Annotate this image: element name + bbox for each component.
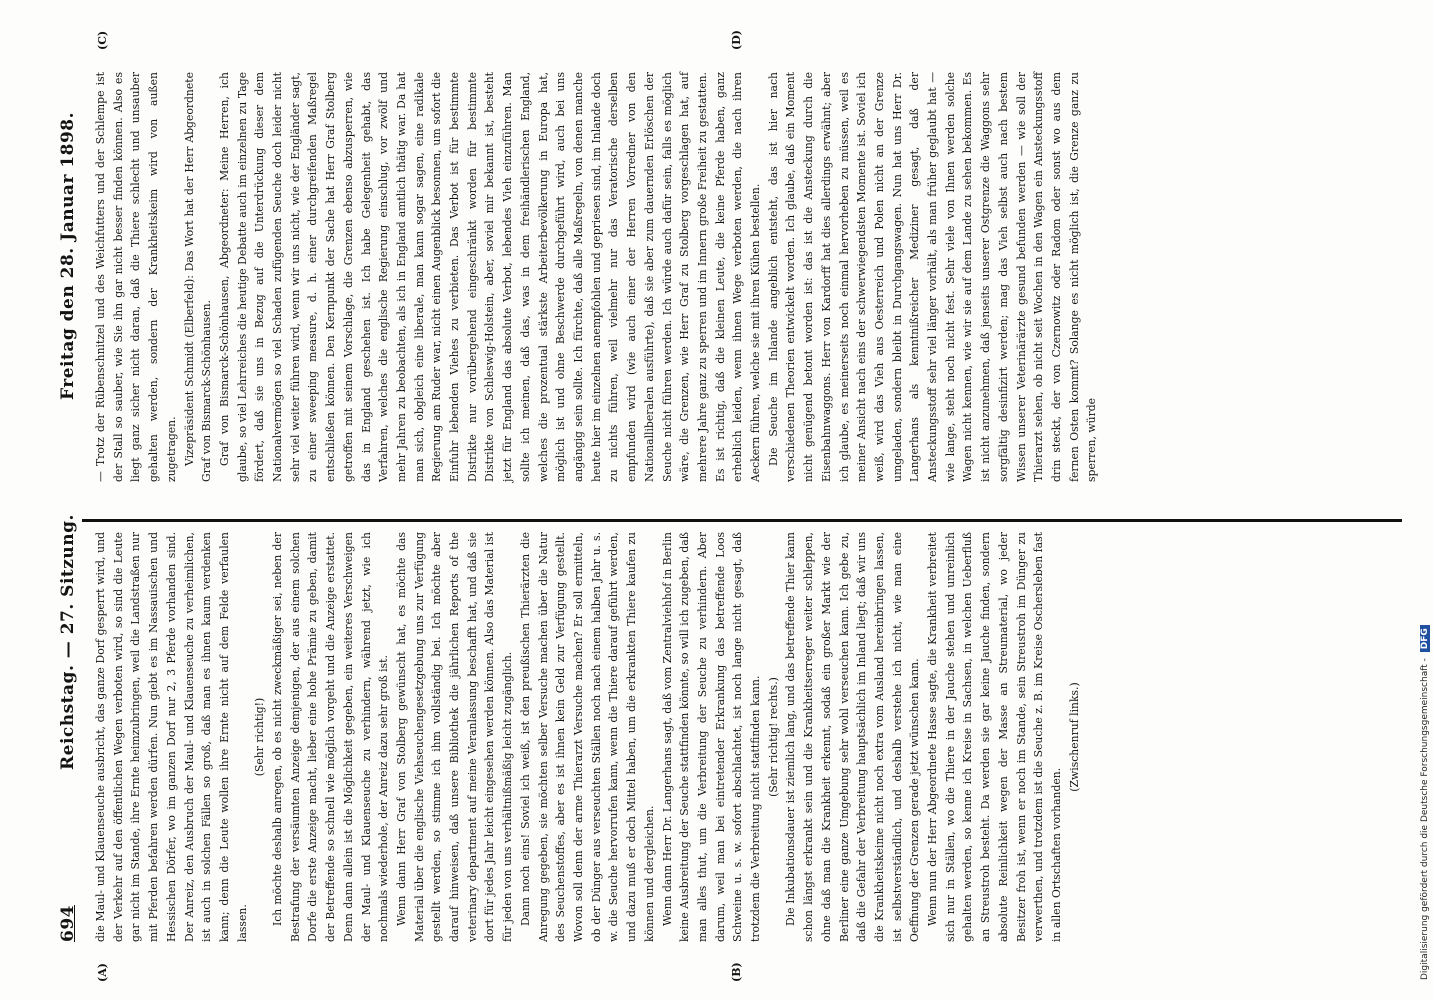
left-paragraph-2: Ich möchte deshalb anregen, ob es nicht zweckmäßiger sei, neben der Bestrafung der versäumten Anzeige demjenigen, der aus einem solchen Dorfe die erste Anzeige macht, lieber eine hohe Prämie zu geben, damit der Betreffende so schnell wie möglich vorgeht und die Anzeige erstattet. Denn dann allein ist die Möglichkeit gegeben, ein weiteres Verschweigen der Maul- und Klauenseuche zu verhindern, während jetzt, wie ich nochmals wiederhole, der Anreiz dazu sehr groß ist.	[271, 532, 391, 942]
left-paragraph-5: Wenn dann Herr Dr. Langerhans sagt, daß vom Zentralviehhof in Berlin keine Ausbreitung der Seuche stattfinden könnte, so will ich zugeben, daß man alles thut, um die Verbreitung der Seuche zu verhindern. Aber darum, weil man bei eintretender Erkrankung das betreffende Loos Schweine u. s. w. sofort abschlachtet, ist noch lange nicht gesagt, daß trotzdem die Verbreitung nicht stattfinden kann.	[660, 532, 763, 942]
speaker-announcement: Vizepräsident Schmidt (Elberfeld): Das Wort hat der Herr Abgeordnete Graf von Bismarck-Schönhausen.	[182, 72, 214, 482]
section-marker-b: (B)	[730, 962, 743, 982]
interjection: (Sehr richtig!)	[253, 697, 267, 777]
interjection: (Sehr richtig! rechts.)	[766, 677, 780, 797]
left-column	[92, 532, 1083, 942]
session-title: Reichstag. — 27. Sitzung.	[58, 514, 78, 770]
section-marker-d: (D)	[730, 30, 743, 50]
left-paragraph-3: Wenn dann Herr Graf von Stolberg gewünscht hat, es möchte das Material über die englische Viehseuchengesetzgebung uns zur Verfügung gestellt werden, so stimme ich ihm vollständig bei. Ich möchte aber darauf hinweisen, daß unsere Bibliothek die jährlichen Reports of the veterinary department auf meine Veranlassung beschafft hat, und daß sie dort für jedes Jahr leicht eingesehen werden können. Also das Material ist für jeden von uns verhältnißmäßig leicht zugänglich.	[394, 532, 515, 942]
left-paragraph-1: die Maul- und Klauenseuche ausbricht, das ganze Dorf gesperrt wird, und der Verkehr auf den öffentlichen Wegen verboten wird, so sind die Leute gar nicht im Stande, ihre Ernte heimzubringen, weil die Landstraßen nur mit Pferden befahren werden dürfen. Nun giebt es im Nassauischen und Hessischen Dörfer, wo im ganzen Dorf nur 2, 3 Pferde vorhanden sind. Der Anreiz, den Ausbruch der Maul- und Klauenseuche zu verheimlichen, ist auch in solchen Fällen so groß, daß man es ihnen kaum verdenken kann; denn die Leute wollen ihre Ernte nicht auf dem Felde verfaulen lassen.	[94, 532, 249, 942]
left-paragraph-7: Wenn nun der Herr Abgeordnete Hasse sagte, die Krankheit verbreitet sich nur in Ställen, wo die Thiere in der Jauche stehen und unreinlich gehalten werden, so kenne ich Kreise in Sachsen, in welchen Ueberfluß an Streustroh besteht. Da werden sie gar keine Jauche finden, sondern absolute Reinlichkeit wegen der Masse an Streumaterial, wo jeder Besitzer froh ist, wenn er noch im Stande, sein Streustroh im Dünger zu verwerthen, und trotzdem ist die Seuche z. B. im Kreise Oschersleben fast in allen Ortschaften vorhanden.	[926, 532, 1063, 942]
column-divider	[82, 519, 1402, 522]
digitization-note: Digitalisierung gefördert durch die Deutsche Forschungsgemeinschaft -	[1420, 658, 1430, 980]
section-marker-a: (A)	[96, 963, 109, 982]
dfg-logo: DFG	[1420, 625, 1430, 652]
speech-paragraph-2: Die Seuche im Inlande angeblich entsteht, das ist hier nach verschiedenen Theorien entwickelt worden. Ich glaube, daß ein Moment nicht genügend betont worden ist: das ist die Ansteckung durch die Eisenbahnwaggons. Herr von Kardorff hat dies allerdings erwähnt; aber ich glaube, es meinerseits noch einmal hervorheben zu müssen, weil es meiner Ansicht nach eins der schwerwiegendsten Momente ist. Soviel ich weiß, wird das Vieh aus Oesterreich und Polen nicht an der Grenze umgeladen, sondern bleibt in Durchgangswagen. Nun hat uns Herr Dr. Langerhans als kenntnißreicher Mediziner gesagt, daß der Ansteckungsstoff sehr viel länger vorhält, als man früher geglaubt hat — wie lange, steht noch nicht fest. Sehr viele von Ihnen werden solche Wagen nicht kennen, wie wir sie auf dem Lande zu sehen bekommen. Es ist nicht anzunehmen, daß jenseits unserer Ostgrenze die Waggons sehr sorgfältig desinfizirt werden; mag das Vieh selbst auch nach bestem Wissen unserer Veterinärärzte gesund befunden werden — wie soll der Thierarzt sehen, ob nicht seit Wochen in den Wagen ein Ansteckungsstoff drin steckt, der von Czernowitz oder Radom oder sonst wo aus dem fernen Osten kommt? Solange es nicht möglich ist, die Grenze ganz zu sperren, würde	[766, 72, 1099, 482]
page-number: 694	[58, 905, 78, 942]
right-column	[92, 72, 1101, 482]
left-paragraph-4: Dann noch eins! Soviel ich weiß, ist den preußischen Thierärzten die Anregung gegeben, sie möchten selber Versuche machen über die Natur des Seuchenstoffes, aber es ist ihnen kein Geld zur Verfügung gestellt. Wovon soll denn der arme Thierarzt Versuche machen? Er soll ermitteln, ob der Dünger aus verseuchten Ställen noch nach einem halben Jahr u. s. w. die Seuche hervorrufen kann, wenn die Thiere darauf geführt werden, und dazu muß er doch Mittel haben, um die erkrankten Thiere kaufen zu können und dergleichen.	[518, 532, 656, 942]
interjection: (Zwischenruf links.)	[1067, 682, 1081, 792]
session-date: Freitag den 28. Januar 1898.	[58, 111, 78, 400]
speech-paragraph-1: Graf von Bismarck-Schönhausen, Abgeordneter: Meine Herren, ich glaube, so viel Lehrreiches die heutige Debatte auch im einzelnen zu Tage fördert, daß sie uns in Bezug auf die Unterdrückung dieser dem Nationalvermögen so viel Schaden zufügenden Seuche doch leider nicht sehr viel weiter führen wird, wenn wir uns nicht, wie der Engländer sagt, zu einer sweeping measure, d. h. einer durchgreifenden Maßregel entschließen können. Den Kernpunkt der Sache hat Herr Graf Stolberg getroffen mit seinem Vorschlage, die Grenzen ebenso abzusperren, wie das in England geschehen ist. Ich habe Gelegenheit gehabt, das Verfahren, welches die englische Regierung einschlug, vor zwölf und mehr Jahren zu beobachten, als ich in England amtlich thätig war. Da hat man sich, obgleich eine liberale, man kann sogar sagen, eine radikale Regierung am Ruder war, nicht einen Augenblick besonnen, um sofort die Einfuhr lebenden Viehes zu verbieten. Das Verbot ist für bestimmte Distrikte nur vorübergehend eingeschränkt worden für bestimmte Distrikte von Schleswig-Holstein, aber, soviel mir bekannt ist, besteht jetzt für England das absolute Verbot, lebendes Vieh einzuführen. Man sollte ich meinen, daß das, was in dem freihändlerischen England, welches die prozentual stärkste Arbeiterbevölkerung in Europa hat, möglich ist und ohne Beschwerde durchgeführt wird, auch bei uns angängig sein sollte. Ich fürchte, daß alle Maßregeln, von denen manche heute hier im einzelnen anempfohlen und gepriesen sind, im Inlande doch zu nichts führen, weil vielmehr nur das Veratorische derselben empfunden wird (wie auch einer der Herren Vorredner von den Nationalliberalen ausführte), daß sie aber zum dauernden Erlöschen der Seuche nicht führen werden. Ich würde auch dafür sein, falls es möglich wäre, die Grenzen, wie Herr Graf zu Stolberg vorgeschlagen hat, auf mehrere Jahre ganz zu sperren und im Innern große Freiheit zu gestatten. Es ist richtig, daß die kleinen Leute, die keine Pferde haben, ganz erheblich leiden, wenn ihnen Wege verboten werden, die nach ihren Aeckern führen, welche sie mit ihren Kühen bestellen.	[217, 72, 763, 482]
section-marker-c: (C)	[96, 30, 109, 50]
right-paragraph-1: — Trotz der Rübenschnitzel und des Weichfutters und der Schlempe ist der Stall so sauber, wie Sie ihn gar nicht besser finden können. Also es liegt ganz sicher nicht daran, daß die Thiere schlecht und unsauber gehalten werden, sondern der Krankheitskeim wird von außen zugetragen.	[94, 72, 178, 482]
left-paragraph-6: Die Inkubationsdauer ist ziemlich lang, und das betreffende Thier kann schon längst erkrankt sein und die Krankheitserreger weiter schleppen, ohne daß man die Krankheit erkennt, sodaß ein großer Markt wie der Berliner eine ganze Umgebung sehr wohl verseuchen kann. Ich gebe zu, daß die Gefahr der Verbreitung hauptsächlich im Inland liegt; daß wir uns die Krankheitskeime nicht noch extra vom Ausland hereinbringen lassen, ist selbstverständlich, und deshalb verstehe ich nicht, wie man eine Oeffnung der Grenzen gerade jetzt wünschen kann.	[784, 532, 922, 942]
